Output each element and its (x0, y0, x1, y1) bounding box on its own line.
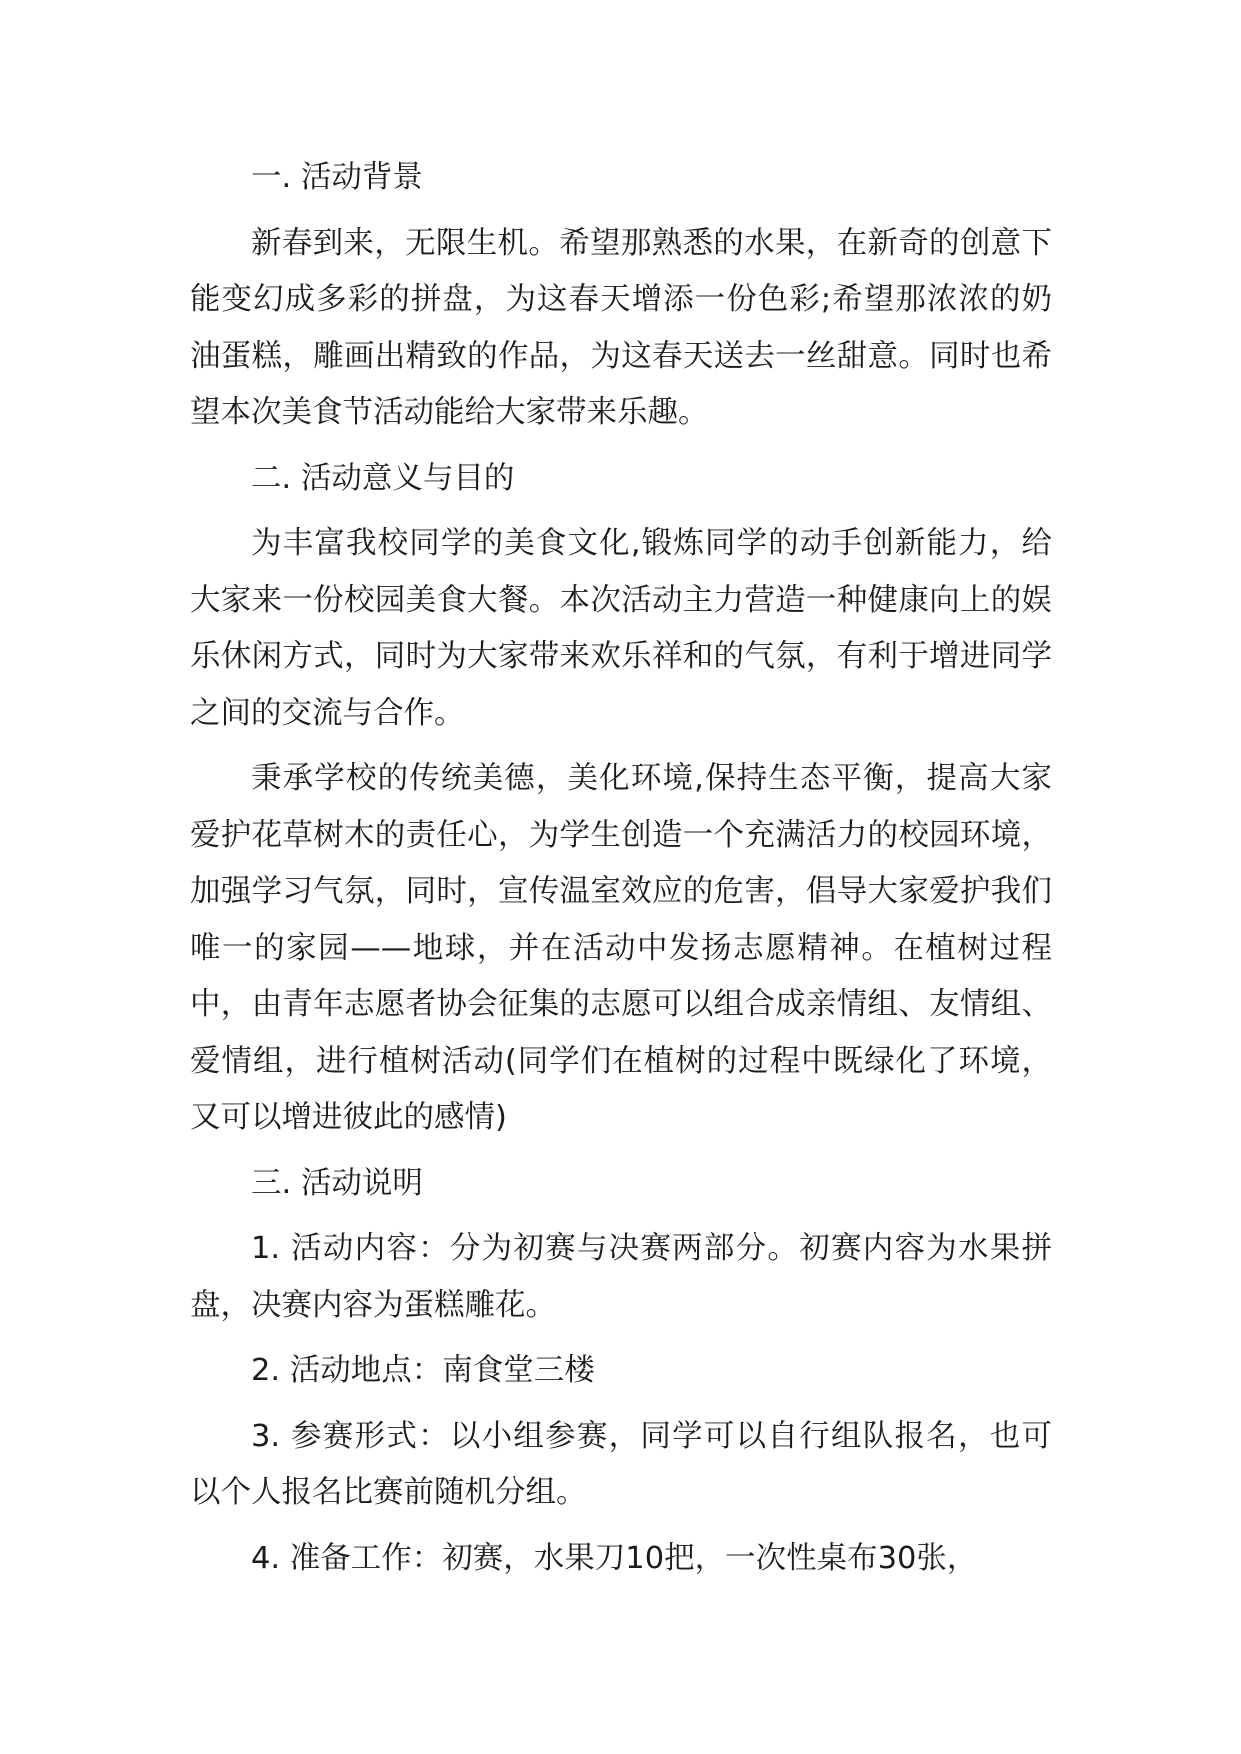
section-heading-background: 一. 活动背景 (251, 160, 423, 195)
paragraph-purpose: 为丰富我校同学的美食文化,锻炼同学的动手创新能力，给大家来一份校园美食大餐。本次活动主力营造一种健康向上的娱乐休闲方式，同时为大家带来欢乐祥和的气氛，有利于增进同学之间的交流与合作。 (190, 526, 1052, 731)
paragraph-background: 新春到来，无限生机。希望那熟悉的水果，在新奇的创意下能变幻成多彩的拼盘，为这春天增添一份色彩;希望那浓浓的奶油蛋糕，雕画出精致的作品，为这春天送去一丝甜意。同时也希望本次美食节活动能给大家带来乐趣。 (190, 225, 1052, 430)
section-heading-purpose: 二. 活动意义与目的 (251, 460, 515, 496)
list-item-content: 1. 活动内容：分为初赛与决赛两部分。初赛内容为水果拼盘，决赛内容为蛋糕雕花。 (190, 1231, 1052, 1323)
list-item-preparation: 4. 准备工作：初赛，水果刀10把，一次性桌布30张， (251, 1540, 978, 1576)
section-heading-description: 三. 活动说明 (251, 1165, 423, 1201)
paragraph-tradition: 秉承学校的传统美德，美化环境,保持生态平衡，提高大家爱护花草树木的责任心，为学生创造一个充满活力的校园环境，加强学习气氛，同时，宣传温室效应的危害，倡导大家爱护我们唯一的家园——地球，并在活动中发扬志愿精神。在植树过程中，由青年志愿者协会征集的志愿可以组合成亲情组、友情组、爱情组，进行植树活动(同学们在植树的过程中既绿化了环境，又可以增进彼此的感情) (190, 761, 1052, 1135)
document-body (190, 150, 1052, 1587)
list-item-format: 3. 参赛形式：以小组参赛，同学可以自行组队报名，也可以个人报名比赛前随机分组。 (190, 1418, 1052, 1510)
list-item-location: 2. 活动地点：南食堂三楼 (251, 1353, 595, 1388)
